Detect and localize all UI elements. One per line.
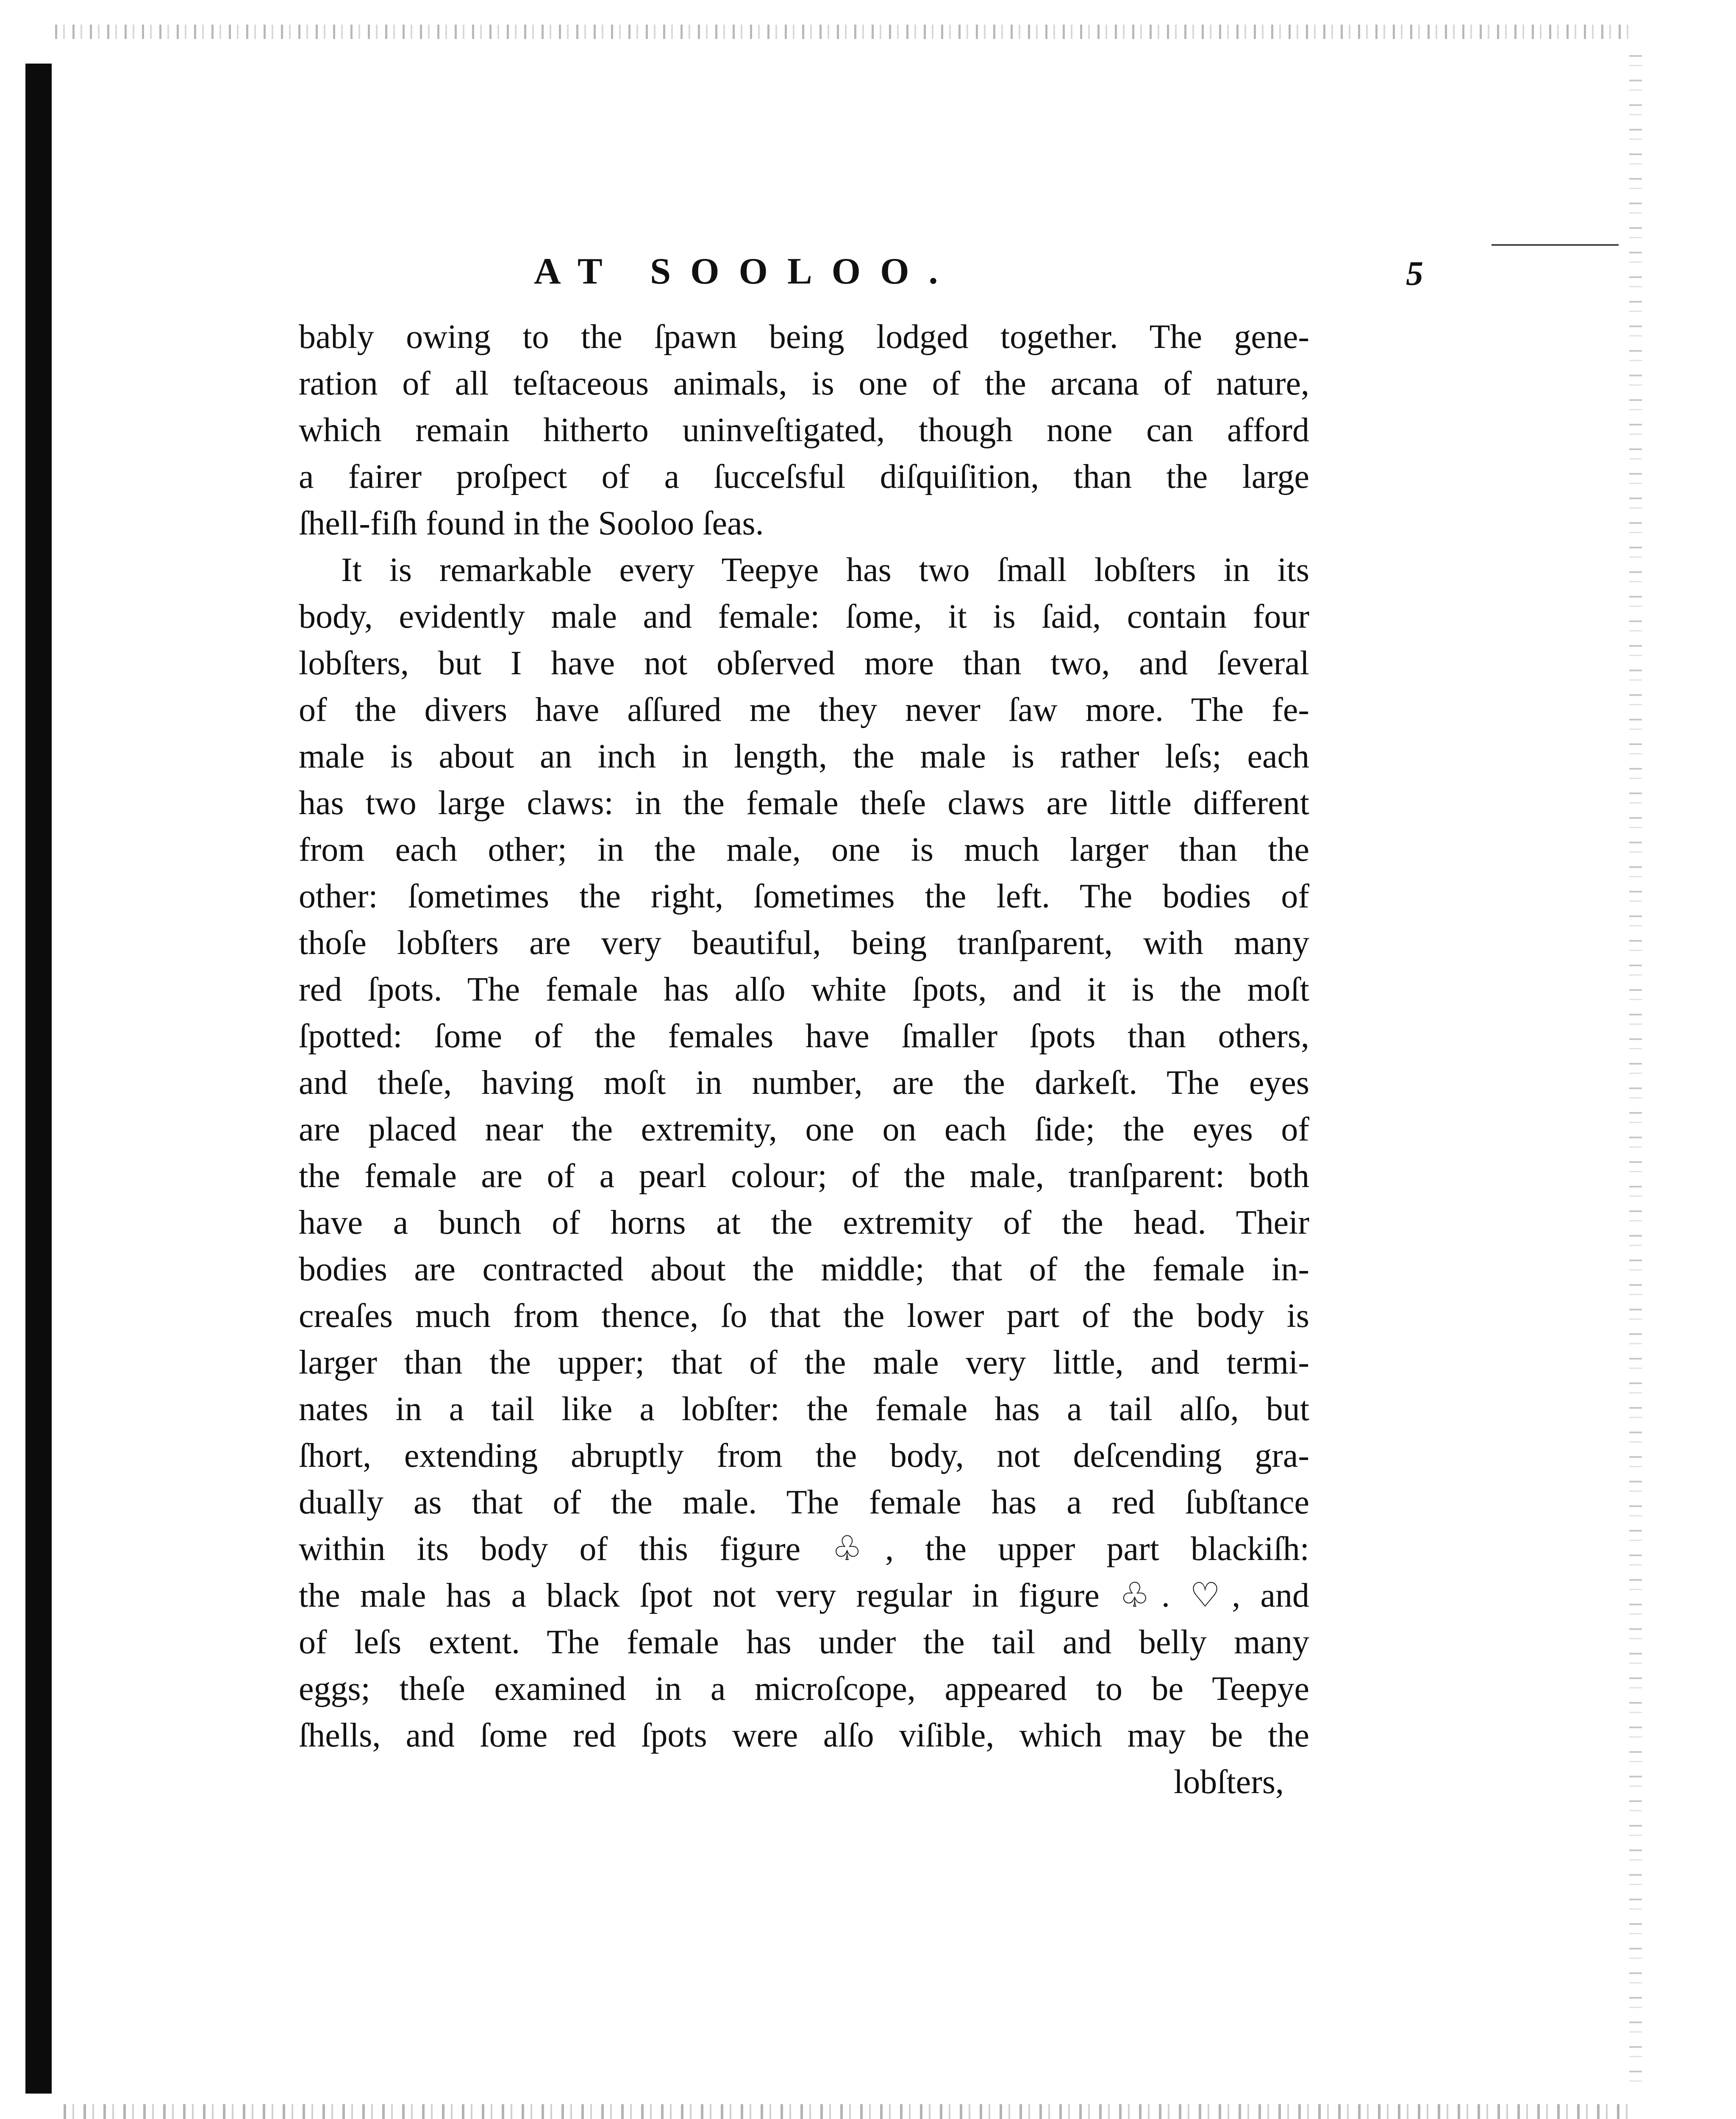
text-line: ſhells, and ſome red ſpots were alſo viſible, which may be the bbox=[299, 1717, 1309, 1754]
text-line: other: ſometimes the right, ſometimes the left. The bodies of bbox=[299, 878, 1309, 915]
text-line: the female are of a pearl colour; of the male, tranſparent: both bbox=[299, 1157, 1309, 1195]
text-line: dually as that of the male. The female has a red ſubſtance bbox=[299, 1484, 1309, 1521]
text-line: are placed near the extremity, one on each ſide; the eyes of bbox=[299, 1111, 1309, 1148]
text-line: male is about an inch in length, the male is rather leſs; each bbox=[299, 738, 1309, 775]
text-line: of the divers have aſſured me they never ſaw more. The fe- bbox=[299, 691, 1309, 729]
text-line: ſpotted: ſome of the females have ſmaller ſpots than others, bbox=[299, 1018, 1309, 1055]
text-line: creaſes much from thence, ſo that the lower part of the body is bbox=[299, 1297, 1309, 1335]
text-line: have a bunch of horns at the extremity of the head. Their bbox=[299, 1204, 1309, 1241]
text-line: ſhell-fiſh found in the Sooloo ſeas. bbox=[299, 505, 764, 542]
text-line: a fairer proſpect of a ſucceſsful diſquiſition, than the large bbox=[299, 458, 1309, 495]
text-line: within its body of this figure ♧, the upper part blackiſh: bbox=[299, 1530, 1309, 1568]
text-line: ration of all teſtaceous animals, is one of the arcana of nature, bbox=[299, 365, 1309, 402]
text-line: from each other; in the male, one is much larger than the bbox=[299, 831, 1309, 868]
text-line: body, evidently male and female: ſome, it is ſaid, contain four bbox=[299, 598, 1309, 635]
text-line: It is remarkable every Teepye has two ſmall lobſters in its bbox=[341, 551, 1309, 589]
text-line: lobſters, but I have not obſerved more than two, and ſeveral bbox=[299, 645, 1309, 682]
catchword: lobſters, bbox=[1174, 1763, 1284, 1801]
text-line: eggs; theſe examined in a microſcope, appeared to be Teepye bbox=[299, 1670, 1309, 1707]
text-line: bodies are contracted about the middle; that of the female in- bbox=[299, 1251, 1309, 1288]
text-line: of leſs extent. The female has under the tail and belly many bbox=[299, 1624, 1309, 1661]
text-line: which remain hitherto uninveſtigated, though none can afford bbox=[299, 412, 1309, 449]
text-line: nates in a tail like a lobſter: the female has a tail alſo, but bbox=[299, 1390, 1309, 1428]
text-line: red ſpots. The female has alſo white ſpots, and it is the moſt bbox=[299, 971, 1309, 1008]
page-number: 5 bbox=[1406, 254, 1423, 292]
text-line: thoſe lobſters are very beautiful, being tranſparent, with many bbox=[299, 924, 1309, 962]
text-line: ſhort, extending abruptly from the body, not deſcending gra- bbox=[299, 1437, 1309, 1474]
text-line: and theſe, having moſt in number, are the darkeſt. The eyes bbox=[299, 1064, 1309, 1101]
text-line: has two large claws: in the female theſe claws are little different bbox=[299, 784, 1309, 822]
running-head: AT SOOLOO. bbox=[534, 251, 958, 292]
text-line: bably owing to the ſpawn being lodged together. The gene- bbox=[299, 318, 1309, 356]
text-line: larger than the upper; that of the male very little, and termi- bbox=[299, 1344, 1309, 1381]
text-line: the male has a black ſpot not very regular in figure ♧. ♡, and bbox=[299, 1577, 1309, 1614]
